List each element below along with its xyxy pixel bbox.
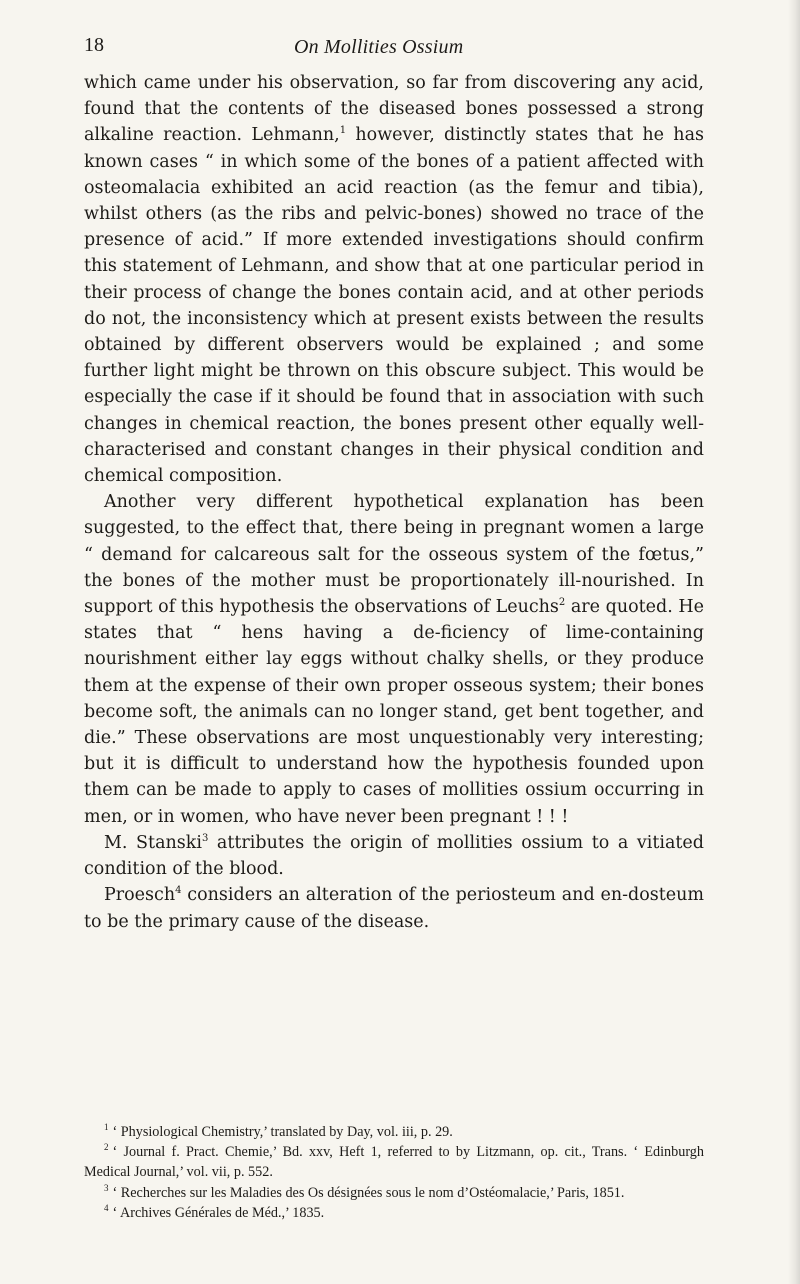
paragraph-3-text-a: M. Stanski (104, 832, 202, 853)
page-header (84, 34, 704, 62)
footnote-ref-1: 1 (339, 125, 347, 137)
paragraph-3 (84, 830, 704, 882)
footnote-3-mark: 3 (104, 1182, 109, 1193)
footnote-ref-4: 4 (175, 885, 182, 897)
paragraph-2-text-a: Another very different hypothetical explanation has been suggested, to the effect that, there being in pregnant women a large “ demand for calcareous salt for the osseous system of the fœtus,” the bones of the mother must be proportionately ill-nourished. In support of this hypothesis the observations of Leuchs (84, 492, 704, 618)
footnote-1 (84, 1122, 704, 1142)
page-number: 18 (84, 34, 104, 56)
footnote-4 (84, 1203, 704, 1223)
paragraph-2-text-b: are quoted. He states that “ hens having a de-ficiency of lime-containing nourishment either lay eggs without chalky shells, or they produce them at the expense of their own proper osseous system; their bones become soft, the animals can no longer stand, get bent together, and die.” These observations are most unquestionably very interesting; but it is difficult to understand how the hypothesis founded upon them can be made to apply to cases of mollities ossium occurring in men, or in women, who have never been pregnant ! ! ! (84, 597, 704, 827)
footnote-ref-2: 2 (558, 597, 566, 609)
footnote-1-text: ‘ Physiological Chemistry,’ translated by Day, vol. iii, p. 29. (112, 1124, 453, 1140)
footnote-2-text: ‘ Journal f. Pract. Chemie,’ Bd. xxv, Heft 1, referred to by Litzmann, op. cit., Trans. ‘ Edinburgh Medical Journal,’ vol. vii, p. 552. (84, 1144, 704, 1181)
footnote-3-text: ‘ Recherches sur les Maladies des Os désignées sous le nom d’Ostéomalacie,’ Paris, 1851. (112, 1184, 625, 1201)
footnote-4-text: ‘ Archives Générales de Méd.,’ 1835. (112, 1204, 325, 1221)
main-text (84, 70, 704, 935)
footnotes (84, 1122, 704, 1223)
paragraph-1-text-b: however, distinctly states that he has known cases “ in which some of the bones of a patient affected with osteomalacia exhibited an acid reaction (as the femur and tibia), whilst others (as the ribs and pelvic-bones) showed no trace of the presence of acid.” If more extended investigations should confirm this statement of Lehmann, and show that at one particular period in their process of change the bones contain acid, and at other periods do not, the inconsistency which at present exists between the results obtained by different observers would be explained ; and some further light might be thrown on this obscure subject. This would be especially the case if it should be found that in association with such changes in chemical reaction, the bones present other equally well-characterised and constant changes in their physical condition and chemical composition. (84, 125, 704, 487)
paragraph-1-text-a: which came under his observation, so far from discovering any acid, found that the contents of the diseased bones possessed a strong alkaline reaction. Lehmann, (84, 73, 704, 146)
footnote-ref-3: 3 (201, 833, 209, 845)
paragraph-3-text-b: attributes the origin of mollities ossium to a vitiated condition of the blood. (84, 832, 704, 880)
paragraph-4 (84, 882, 704, 934)
footnote-1-mark: 1 (104, 1122, 109, 1133)
footnote-4-mark: 4 (104, 1203, 109, 1214)
paragraph-2 (84, 489, 704, 830)
page-edge-shadow (788, 0, 800, 1284)
paragraph-4-text-b: considers an alteration of the periosteum and en-dosteum to be the primary cause of the disease. (84, 885, 704, 932)
paragraph-4-text-a: Proesch (104, 885, 176, 906)
footnote-2-mark: 2 (104, 1142, 109, 1153)
footnote-3 (84, 1183, 704, 1203)
footnote-2 (84, 1142, 704, 1182)
paragraph-1 (84, 70, 704, 489)
running-title: On Mollities Ossium (294, 36, 464, 58)
